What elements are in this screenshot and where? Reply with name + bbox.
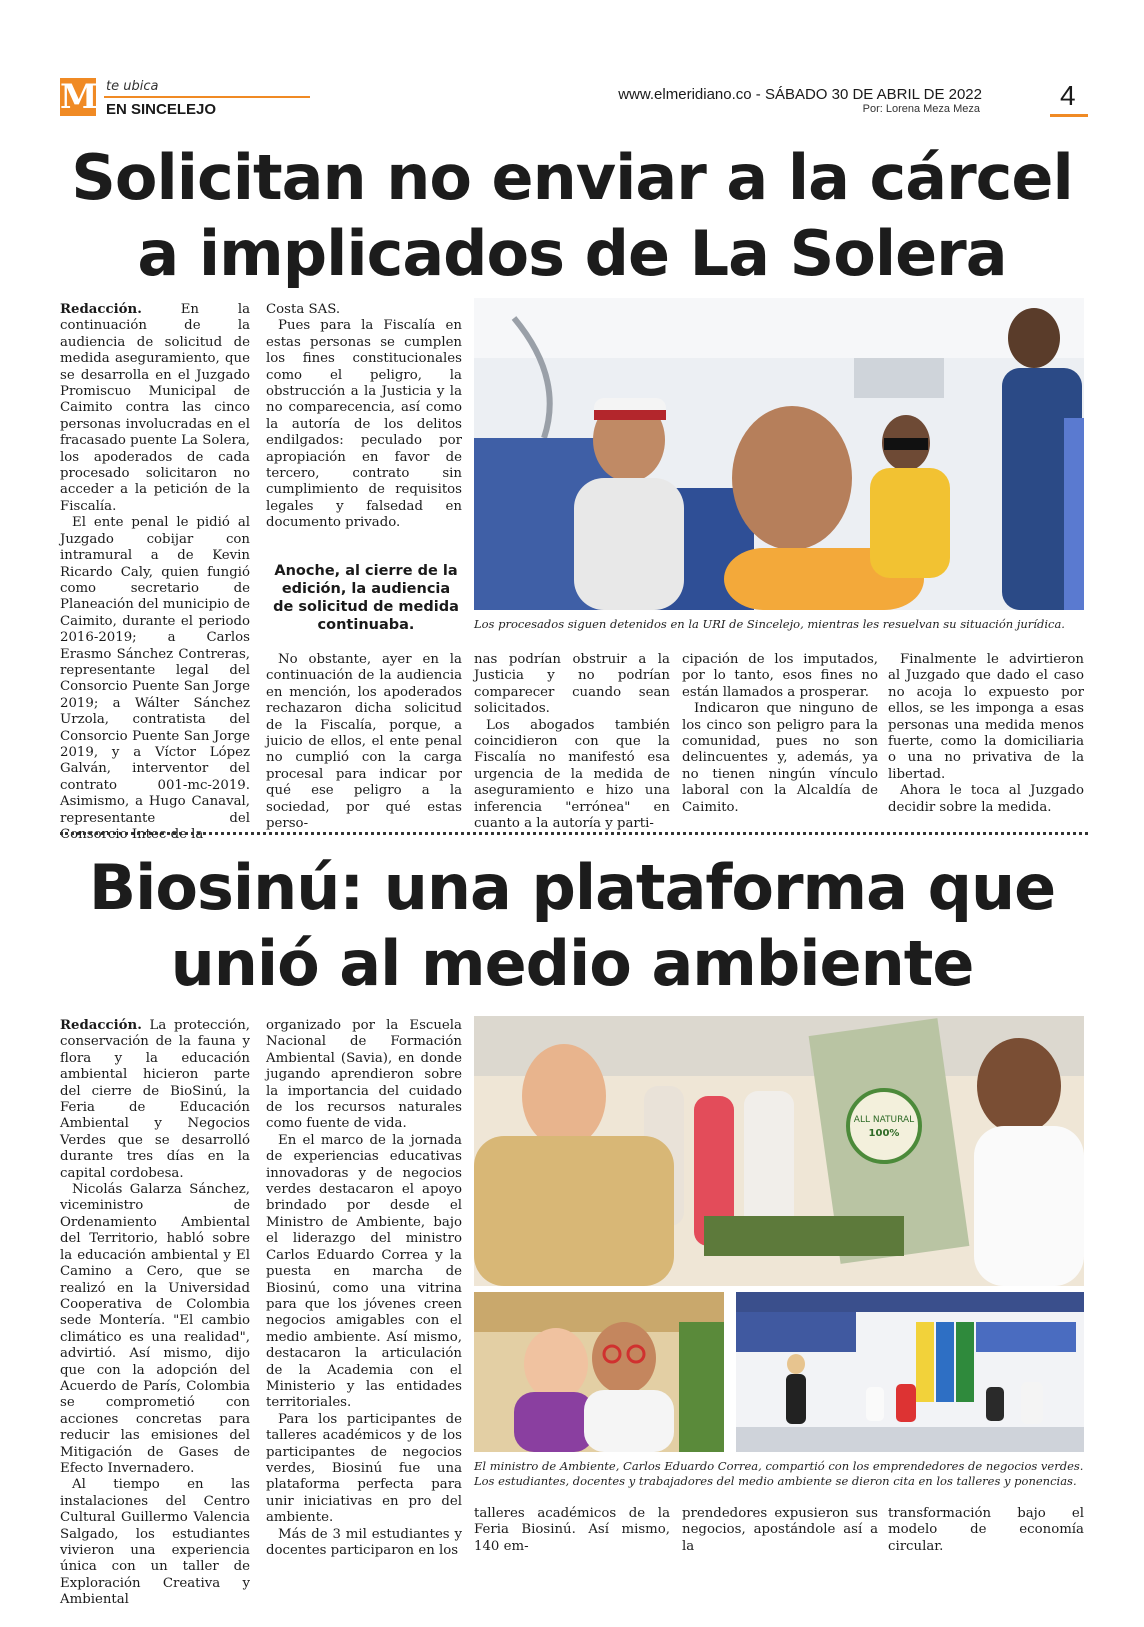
byline: Por: Lorena Meza Meza <box>862 103 980 115</box>
article1-photo-caption: Los procesados siguen detenidos en la URI de Sincelejo, mientras les resuelvan su situación jurídica. <box>474 617 1065 631</box>
article1-column-5 <box>888 652 1084 816</box>
article1-column-3 <box>474 652 670 832</box>
article2-column-4 <box>682 1506 878 1555</box>
headline-line: Solicitan no enviar a la cárcel <box>71 141 1073 214</box>
section-rule <box>104 96 310 98</box>
page-number: 4 <box>1060 80 1076 111</box>
section-title: EN SINCELEJO <box>106 101 217 118</box>
paragraph: La protección, conservación de la fauna y flora y la educación ambiental hicieron parte del cierre de BioSinú, la Feria de Educación Ambiental y Negocios Verdes que se desarrolló durante tres días en la capital cordobesa. <box>60 1018 250 1181</box>
article2-headline <box>40 850 1104 1002</box>
paragraph: El ente penal le pidió al Juzgado cobijar con intramural a de Kevin Ricardo Caly, quien fungió como secretario de Planeación del municipio de Caimito, durante el periodo 2016-2019; a Carlos Erasmo Sánchez Contreras, representante legal del Consorcio Puente San Jorge 2019; a Wálter Sánchez Urzola, contratista del Consorcio Puente San Jorge 2019, y a Víctor López Galván, interventor del contrato 001-mc-2019. Asimismo, a Hugo Canaval, representante del Consorcio Intec de la <box>60 515 250 842</box>
paragraph: En el marco de la jornada de experiencias educativas innovadoras y de negocios verdes destacaron el apoyo brindado por desde el Ministro de Ambiente, bajo el liderazgo del ministro Carlos Eduardo Correa y la puesta en marcha de Biosinú, como una vitrina para que los jóvenes creen negocios amigables con el medio ambiente. Así mismo, destacaron la articulación de la Academia con el Ministerio y las entidades territoriales. <box>266 1132 462 1411</box>
children-image <box>474 1292 724 1452</box>
lead-label: Redacción. <box>60 302 142 317</box>
article2-column-3 <box>474 1506 670 1555</box>
paragraph: prendedores expusieron sus negocios, apostándole así a la <box>682 1506 878 1554</box>
page-number-rule <box>1050 114 1088 117</box>
article1-column-2-bottom <box>266 652 462 832</box>
article1-column-1 <box>60 302 250 843</box>
paragraph: cipación de los imputados, por lo tanto, esos fines no están llamados a prosperar. <box>682 652 878 700</box>
article2-photo-auditorium <box>736 1292 1084 1452</box>
article2-photo-main <box>474 1016 1084 1286</box>
paragraph: Finalmente le advirtieron al Juzgado que dado el caso no acoja lo expuesto por ellos, se les imponga a esas personas una medida menos fuerte, como la domiciliaria o una no privativa de la libertad. <box>888 652 1084 782</box>
section-tagline: te ubica <box>106 79 159 94</box>
article1-photo <box>474 298 1084 610</box>
paragraph: talleres académicos de la Feria Biosinú. Así mismo, 140 em- <box>474 1506 670 1554</box>
paragraph: No obstante, ayer en la continuación de la audiencia en mención, los apoderados rechazaron dicha solicitud de la Fiscalía, porque, a juicio de ellos, el ente penal no cumplió con la carga procesal para indicar por qué ese peligro a la sociedad, por qué estas perso- <box>266 652 462 832</box>
site-date: www.elmeridiano.co - SÁBADO 30 DE ABRIL DE 2022 <box>618 86 982 103</box>
paragraph: Más de 3 mil estudiantes y docentes participaron en los <box>266 1526 462 1558</box>
paragraph: Para los participantes de talleres académicos y de los participantes de negocios verdes, Biosinú fue una plataforma perfecta para unir iniciativas en pro del ambiente. <box>266 1411 462 1526</box>
paragraph: Nicolás Galarza Sánchez, viceministro de Ordenamiento Ambiental del Territorio, habló sobre la educación ambiental y El Camino a Cero, que se realizó en la Universidad Cooperativa de Colombia sede Montería. "El cambio climático es una realidad", advirtió. Así mismo, dijo que con la adopción del Acuerdo de París, Colombia se comprometió con acciones concretas para reducir las emisiones del Mitigación de Gases de Efecto Invernadero. <box>60 1182 250 1476</box>
article2-photo-caption: El ministro de Ambiente, Carlos Eduardo Correa, compartió con los emprendedores de negocios verdes. Los estudiantes, docentes y trabajadores del medio ambiente se dieron cita en los talleres y ponencias. <box>474 1459 1084 1488</box>
headline-line: unió al medio ambiente <box>170 927 974 1000</box>
paragraph: Pues para la Fiscalía en estas personas se cumplen los fines constitucionales como el peligro, la obstrucción a la Justicia y la no comparecencia, así como la autoría de los delitos endilgados: peculado por apropiación en favor de tercero, contrato sin cumplimiento de requisitos legales y falsedad en documento privado. <box>266 318 462 531</box>
logo: M <box>60 77 98 117</box>
paragraph: transformación bajo el modelo de economía circular. <box>888 1506 1084 1554</box>
paragraph: Al tiempo en las instalaciones del Centro Cultural Guillermo Valencia Salgado, los estudiantes vivieron una experiencia única con un taller de Exploración Creativa y Ambiental <box>60 1477 250 1608</box>
courtroom-image <box>474 298 1084 610</box>
paragraph: nas podrían obstruir a la Justicia y no podrían comparecer cuando sean solicitados. <box>474 652 670 717</box>
paragraph: Indicaron que ninguno de los cinco son peligro para la comunidad, pues no son delincuentes y, además, ya no tienen ningún vínculo laboral con la Alcaldía de Caimito. <box>682 701 878 815</box>
article2-column-1 <box>60 1018 250 1609</box>
auditorium-image <box>736 1292 1084 1452</box>
product-label: 100% <box>868 1128 900 1139</box>
paragraph: Costa SAS. <box>266 302 341 317</box>
article-divider <box>60 832 1088 835</box>
headline-line: Biosinú: una plataforma que <box>88 851 1056 924</box>
headline-line: a implicados de La Solera <box>137 217 1007 290</box>
article1-column-2-top <box>266 302 462 532</box>
minister-fair-image <box>474 1016 1084 1286</box>
product-label: ALL NATURAL <box>853 1115 915 1125</box>
article2-column-2 <box>266 1018 462 1559</box>
pull-quote: Anoche, al cierre de la edición, la audiencia de solicitud de medida continuaba. <box>273 563 459 633</box>
paragraph: Ahora le toca al Juzgado decidir sobre la medida. <box>888 783 1084 815</box>
article2-column-5 <box>888 1506 1084 1555</box>
paragraph: En la continuación de la audiencia de solicitud de medida aseguramiento, que se desarrolla en el Juzgado Promiscuo Municipal de Caimito contra las cinco personas involucradas en el fracasado puente La Solera, los apoderados de cada procesado solicitaron no acceder a la petición de la Fiscalía. <box>60 302 250 514</box>
article1-column-4 <box>682 652 878 816</box>
paragraph: organizado por la Escuela Nacional de Formación Ambiental (Savia), en donde jugando aprendieron sobre la importancia del cuidado de los recursos naturales como fuente de vida. <box>266 1018 462 1132</box>
paragraph: Los abogados también coincidieron con que la Fiscalía no manifestó esa urgencia de la medida de aseguramiento e hizo una inferencia "errónea" en cuanto a la autoría y parti- <box>474 717 670 832</box>
lead-label: Redacción. <box>60 1018 142 1033</box>
article1-headline <box>40 140 1104 292</box>
article2-photo-children <box>474 1292 724 1452</box>
